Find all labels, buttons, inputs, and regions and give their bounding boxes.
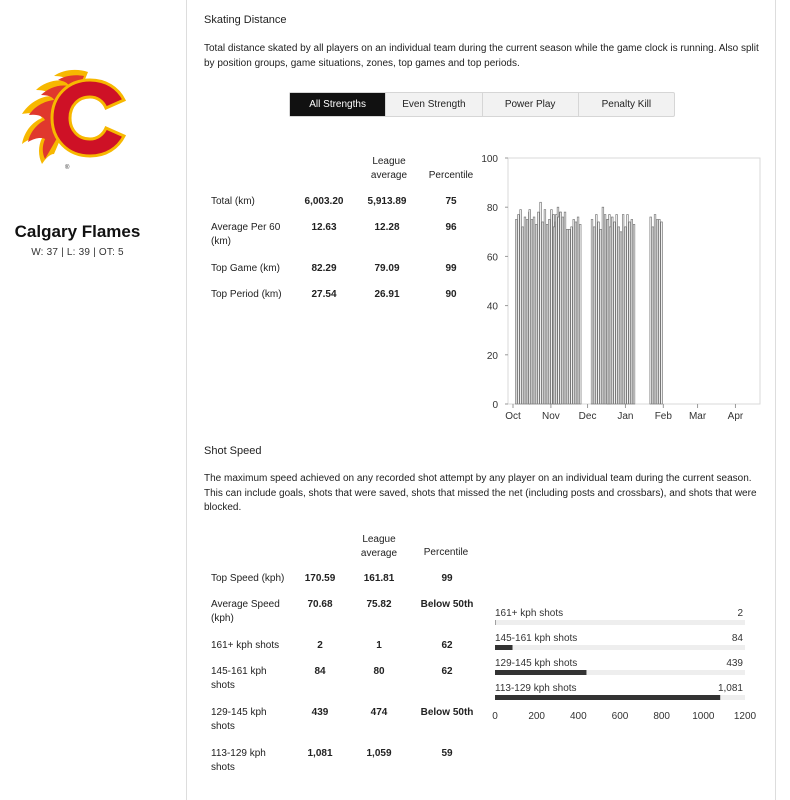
shot-speed-chart — [485, 600, 770, 725]
stat-league-value: 80 — [373, 666, 385, 677]
team-record: W: 37 | L: 39 | OT: 5 — [31, 247, 124, 258]
game-distance-bar — [575, 222, 577, 404]
y-tick-label: 100 — [481, 154, 498, 165]
game-distance-bar — [551, 210, 553, 404]
stat-label: Top Game (km) — [211, 263, 280, 274]
stat-league-value: 12.28 — [374, 222, 400, 233]
game-distance-bar — [625, 227, 627, 404]
team-logo — [18, 66, 138, 170]
stat-team-value: 70.68 — [307, 599, 333, 610]
shot-bar — [495, 670, 586, 675]
stat-team-value: 2 — [317, 640, 323, 651]
shot-bar — [495, 645, 513, 650]
game-distance-bar — [629, 222, 631, 404]
game-distance-bar — [546, 224, 548, 404]
game-distance-bar — [535, 224, 537, 404]
game-distance-bar — [542, 222, 544, 404]
stat-team-value: 1,081 — [307, 748, 333, 759]
stat-league-value: 5,913.89 — [367, 196, 407, 207]
stat-league-value: 161.81 — [363, 573, 395, 584]
x-tick-label: 1000 — [692, 711, 715, 722]
game-distance-bar — [620, 232, 622, 404]
shot-bucket-label: 113-129 kph shots — [495, 683, 577, 694]
game-distance-bar — [633, 224, 635, 404]
tab-power-play[interactable]: Power Play — [482, 93, 578, 116]
game-distance-bar — [614, 222, 616, 404]
team-sidebar — [0, 0, 186, 800]
stat-percentile: 96 — [445, 222, 457, 233]
stat-team-value: 6,003.20 — [304, 196, 344, 207]
stat-percentile: 99 — [445, 263, 457, 274]
game-distance-bar — [598, 222, 600, 404]
game-distance-bar — [661, 222, 663, 404]
game-distance-bar — [538, 212, 540, 404]
game-distance-bar — [522, 227, 524, 404]
game-distance-bar — [548, 220, 550, 405]
shot-bucket-label: 145-161 kph shots — [495, 633, 578, 644]
stat-league-value: 75.82 — [366, 599, 392, 610]
game-distance-bar — [577, 217, 579, 404]
y-tick-label: 40 — [486, 301, 498, 313]
shot-bucket-label: 161+ kph shots — [495, 608, 564, 619]
game-distance-bar — [529, 210, 531, 404]
game-distance-bar — [566, 229, 568, 404]
game-distance-bar — [650, 217, 652, 404]
stat-label: 113-129 kph shots — [211, 748, 266, 773]
stat-label: Average Speed (kph) — [211, 599, 280, 624]
game-distance-bar — [569, 229, 571, 404]
shot-description: The maximum speed achieved on any recorded shot attempt by any player on an individual team during the current season. This can include goals, shots that were saved, shots that missed the net (including posts and crossbars), and shots that were blocked. — [204, 473, 757, 513]
tab-even-strength[interactable]: Even Strength — [385, 93, 481, 116]
stat-team-value: 439 — [311, 707, 329, 718]
divider-right — [775, 0, 776, 800]
stat-league-value: 474 — [370, 707, 388, 718]
game-distance-bar — [524, 217, 526, 404]
stat-percentile: 62 — [441, 640, 453, 651]
stat-label: 145-161 kph shots — [211, 666, 267, 691]
stat-percentile: Below 50th — [420, 707, 474, 718]
game-distance-bar — [616, 215, 618, 404]
x-tick-label: Feb — [654, 411, 672, 422]
y-tick-label: 0 — [492, 400, 498, 411]
strength-tabs — [289, 92, 675, 117]
game-distance-bar — [520, 210, 522, 404]
stat-label: Average Per 60 (km) — [211, 222, 281, 247]
game-distance-bar — [627, 215, 629, 404]
game-distance-bar — [558, 217, 560, 404]
shot-bucket-value: 1,081 — [717, 683, 743, 694]
game-distance-bar — [573, 220, 575, 405]
stat-label: 129-145 kph shots — [211, 707, 267, 732]
stat-percentile: 99 — [441, 573, 453, 584]
game-distance-bar — [604, 215, 606, 404]
stat-team-value: 170.59 — [304, 573, 336, 584]
header-league-average: League average — [360, 534, 398, 559]
game-distance-bar — [564, 212, 566, 404]
game-distance-bar — [579, 224, 581, 404]
x-tick-label: 400 — [569, 711, 587, 722]
stat-league-value: 1 — [376, 640, 382, 651]
skating-section-title: Skating Distance — [204, 14, 287, 26]
tab-all-strengths[interactable]: All Strengths — [290, 93, 385, 116]
game-distance-bar — [611, 217, 613, 404]
game-distance-bar — [602, 207, 604, 404]
x-tick-label: Mar — [688, 411, 707, 422]
game-distance-bar — [618, 227, 620, 404]
stat-label: 161+ kph shots — [211, 640, 280, 651]
svg-text:®: ® — [65, 165, 70, 170]
stat-team-value: 27.54 — [311, 289, 337, 300]
stat-league-value: 26.91 — [374, 289, 400, 300]
stat-team-value: 82.29 — [311, 263, 337, 274]
game-distance-bar — [609, 227, 611, 404]
shot-section-title: Shot Speed — [204, 445, 262, 457]
shot-bar-track — [495, 645, 745, 650]
stat-percentile: Below 50th — [420, 599, 474, 610]
stat-team-value: 84 — [314, 666, 326, 677]
header-league-average: League average — [370, 156, 408, 181]
stat-league-value: 79.09 — [374, 263, 400, 274]
y-tick-label: 20 — [486, 350, 498, 362]
x-tick-label: 0 — [492, 711, 498, 722]
x-tick-label: Oct — [505, 411, 521, 422]
x-tick-label: 200 — [528, 711, 546, 722]
game-distance-bar — [654, 215, 656, 404]
game-distance-bar — [562, 217, 564, 404]
team-name: Calgary Flames — [14, 222, 141, 241]
y-tick-label: 60 — [486, 252, 498, 264]
stat-label: Top Speed (kph) — [211, 573, 285, 584]
game-distance-bar — [596, 215, 598, 404]
game-distance-bar — [518, 215, 520, 404]
shot-bar — [495, 695, 720, 700]
game-distance-bar — [656, 220, 658, 405]
x-tick-label: Dec — [578, 411, 597, 422]
game-distance-bar — [622, 215, 624, 404]
stat-percentile: 62 — [441, 666, 453, 677]
x-tick-label: Apr — [727, 411, 744, 422]
game-distance-bar — [533, 217, 535, 404]
stat-league-value: 1,059 — [366, 748, 392, 759]
header-percentile: Percentile — [428, 170, 474, 181]
game-distance-bar — [553, 227, 555, 404]
game-distance-bar — [652, 227, 654, 404]
tab-penalty-kill[interactable]: Penalty Kill — [578, 93, 674, 116]
game-distance-bar — [591, 220, 593, 405]
divider-left — [186, 0, 187, 800]
stat-label: Total (km) — [211, 196, 255, 207]
x-tick-label: 600 — [611, 711, 629, 722]
stat-percentile: 75 — [445, 196, 457, 207]
x-tick-label: Jan — [617, 411, 634, 422]
game-distance-bar — [560, 212, 562, 404]
shot-bucket-label: 129-145 kph shots — [495, 658, 578, 669]
game-distance-bar — [515, 220, 517, 405]
x-tick-label: Nov — [541, 411, 560, 422]
game-distance-bar — [607, 220, 609, 405]
stat-percentile: 90 — [445, 289, 457, 300]
game-distance-bar — [556, 215, 558, 404]
game-distance-bar — [540, 202, 542, 404]
shot-bar-track — [495, 620, 745, 625]
game-distance-bar — [631, 220, 633, 405]
x-tick-label: 1200 — [733, 711, 757, 722]
game-distance-bar — [571, 227, 573, 404]
game-distance-bar — [531, 220, 533, 405]
game-distance-bar — [526, 220, 528, 405]
shot-bucket-value: 84 — [731, 633, 743, 644]
y-tick-label: 80 — [486, 203, 498, 215]
game-distance-bar — [544, 210, 546, 404]
shot-bucket-value: 439 — [726, 658, 743, 669]
skating-description: Total distance skated by all players on an individual team during the current season while the game clock is running. Also split by position groups, game situations, zones, top games and top periods. — [204, 43, 759, 69]
game-distance-bar — [659, 220, 661, 405]
stat-label: Top Period (km) — [211, 289, 282, 300]
skating-distance-chart — [470, 150, 770, 425]
shot-bucket-value: 2 — [737, 608, 743, 619]
header-percentile: Percentile — [423, 547, 469, 558]
stat-percentile: 59 — [441, 748, 453, 759]
x-tick-label: 800 — [653, 711, 671, 722]
stat-team-value: 12.63 — [311, 222, 337, 233]
game-distance-bar — [593, 227, 595, 404]
game-distance-bar — [600, 229, 602, 404]
